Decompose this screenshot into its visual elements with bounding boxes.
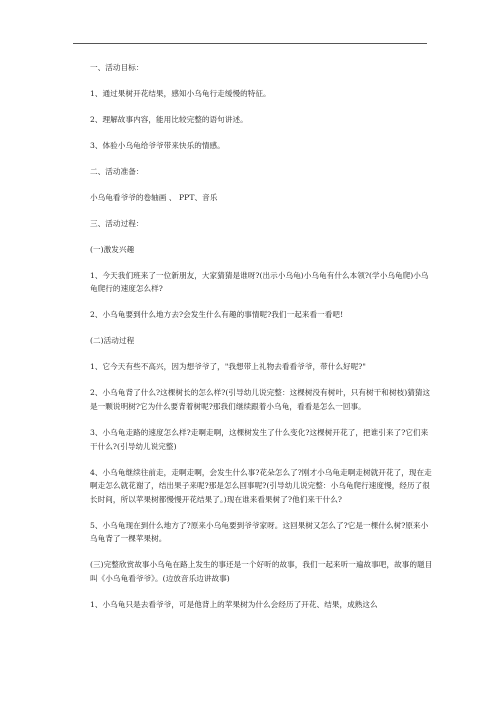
- process-paragraph: 2、小乌龟背了什么?这棵树长的怎么样?(引导幼儿说完整：这棵树没有树叶，只有树干和树枝)猜猜这是一颗说明树?它为什么要背着树呢?那我们继续跟着小乌龟，看看是怎么一回事。: [90, 388, 431, 411]
- section-heading-process: 三、活动过程：: [90, 218, 144, 228]
- process-paragraph: 4、小乌龟继续往前走，走啊走啊，会发生什么事?花朵怎么了?刚才小乌龟走啊走树就开花了，现在走啊走怎么就花谢了，结出果子来呢?那是怎么回事呢?(引导幼儿说完整：小乌龟爬行速度慢，经历了很长时间，所以苹果树都慢慢开花结果了。)现在谁来看果树了?他们来干什么?: [90, 467, 432, 504]
- process-paragraph: 1、小乌龟只是去看爷爷，可是他背上的苹果树为什么会经历了开花、结果，成熟这么: [90, 599, 378, 609]
- header-rule: [73, 43, 427, 44]
- process-paragraph: 1、今天我们班来了一位新朋友，大家猜猜是谁呀?(出示小乌龟)小乌龟有什么本领?(学小乌龟爬)小乌龟爬行的速度怎么样?: [90, 270, 429, 294]
- document-body: [90, 61, 434, 624]
- process-paragraph: 1、它今天有些不高兴，因为想爷爷了，"我想带上礼物去看看爷爷，带什么好呢?": [90, 362, 366, 372]
- section-heading-preparation: 二、活动准备：: [90, 166, 144, 176]
- section-heading-goals: 一、活动目标：: [90, 63, 144, 72]
- subsection-heading-activity: (二)活动过程: [90, 336, 135, 346]
- process-paragraph: 5、小乌龟现在到什么地方了?原来小乌龟要到爷爷家呀。这回果树又怎么了?它是一棵什么树?原来小乌龟背了一棵苹果树。: [90, 520, 429, 544]
- goal-item-1: 1、通过果树开花结果，感知小乌龟行走缓慢的特征。: [90, 88, 271, 98]
- subsection-heading-interest: (一)激发兴趣: [90, 244, 135, 254]
- preparation-item: 小乌龟看爷爷的卷轴画 、 PPT、音乐: [90, 192, 218, 202]
- process-paragraph: 2、小乌龟要到什么地方去?会发生什么有趣的事情呢?我们一起来看一看吧!: [90, 310, 344, 320]
- goal-item-2: 2、理解故事内容，能用比较完整的语句讲述。: [90, 114, 248, 124]
- process-paragraph: 3、小乌龟走路的速度怎么样?走啊走啊，这棵树发生了什么变化?这棵树开花了，把谁引来了?它们来干什么?(引导幼儿说完整): [90, 427, 429, 451]
- subsection-heading-story: (三)完整欣赏故事小乌龟在路上发生的事还是一个好听的故事，我们一起来听一遍故事吧，故事的题目叫《小乌龟看爷爷》。(边放音乐边讲故事): [90, 560, 433, 583]
- goal-item-3: 3、体验小乌龟给爷爷带来快乐的情感。: [90, 140, 225, 150]
